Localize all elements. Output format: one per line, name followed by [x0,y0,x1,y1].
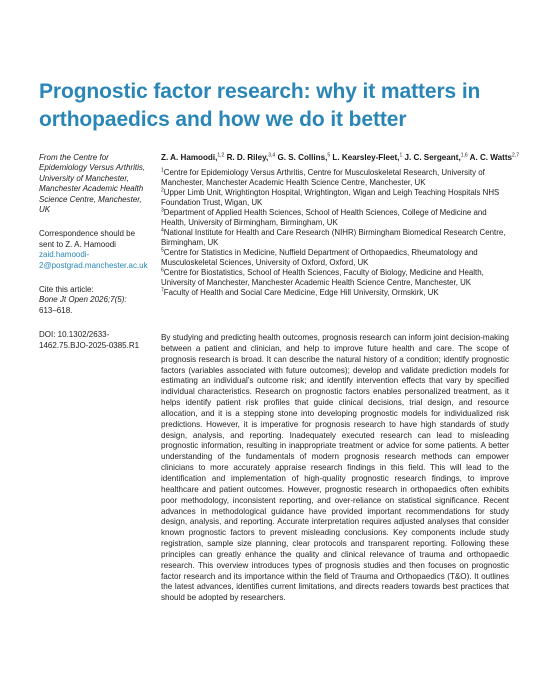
sidebar [39,153,151,365]
correspondence-email-link[interactable]: zaid.hamoodi-2@postgrad.manchester.ac.uk [39,250,148,270]
affiliation-note: From the Centre for Epidemiology Versus Arthritis, University of Manchester, Manchester Academic Health Science Centre, Manchester, UK [39,153,146,215]
author: R. D. Riley,$^{3,4}$ [226,152,276,162]
cite-label: Cite this article: [39,285,94,295]
citation [39,285,151,316]
cite-journal: Bone Jt Open 2026;7(5): [39,295,127,305]
affiliation-item: $^7$Faculty of Health and Social Care Medicine, Edge Hill University, Ormskirk, UK [161,286,439,297]
affiliation-item: $^1$Centre for Epidemiology Versus Arthritis, Centre for Musculoskeletal Research, University of Manchester, Manchester Academic Health Science Centre, Manchester, UK [161,166,485,187]
affiliation-item: $^4$National Institute for Health and Care Research (NIHR) Birmingham Biomedical Research Centre, Birmingham, UK [161,226,506,247]
author: G. S. Collins,$^5$ [277,152,331,162]
doi: DOI: 10.1302/2633-1462.75.BJO-2025-0385.R1 [39,330,140,350]
affiliation-item: $^3$Department of Applied Health Sciences, School of Health Sciences, College of Medicine and Health, University of Birmingham, Birmingham, UK [161,206,487,227]
author: Z. A. Hamoodi,$^{1,2}$ [161,152,225,162]
author: J. C. Sergeant,$^{1,6}$ [404,152,468,162]
cite-pages: 613–618. [39,305,73,315]
correspondence-text: Correspondence should be sent to Z. A. Hamoodi [39,229,136,249]
author: A. C. Watts$^{2,7}$ [469,152,519,162]
author: L. Kearsley-Fleet,$^1$ [332,152,403,162]
article-title: Prognostic factor research: why it matters in orthopaedics and how we do it better [39,80,481,131]
affiliation-list [161,168,507,298]
affiliation-item: $^6$Centre for Biostatistics, School of Health Sciences, Faculty of Biology, Medicine and Health, University of Manchester, Manchester Academic Health Science Centre, Manchester, UK [161,266,484,287]
author-list [161,152,519,164]
affiliation-item: $^2$Upper Limb Unit, Wrightington Hospital, Wrightington, Wigan and Leigh Teaching Hospitals NHS Foundation Trust, Wigan, UK [161,186,500,207]
correspondence [39,229,151,271]
author-section [161,152,519,298]
abstract-paragraph: By studying and predicting health outcomes, prognosis research can inform joint decision-making between a patient and clinician, and help to improve future health and care. The scope of prognosis research is broad. It can describe the natural history of a condition; identify prognostic factors (variables associated with future outcomes); develop and validate prediction models for estimating an individual’s outcome risk; and identify intervention effects that vary by specified individual characteristics. Research on prognostic factors enables personalized treatment, as it helps identify patient risk profiles that guide clinical decisions, trial design, and resource allocation, and it is a stepping stone into developing prognostic models for individualized risk predictions. However, it is imperative for prognosis research to have high standards of study design, analysis, and reporting. Inadequately executed research can lead to misleading prognostic information, resulting in inappropriate treatment or advice for some patients. A better understanding of the fundamentals of modern prognosis research methods can empower clinicians to more accurately appraise research findings in this field. This will lead to the identification and implementation of high-quality prognostic research findings, to improve healthcare and patient outcomes. However, prognostic research in orthopaedics often exhibits poor methodology, inconsistent reporting, and over-reliance on statistical significance. Recent advances in methodological guidance have provided important recommendations for study design, analysis, and reporting. Accurate interpretation requires adjusted analyses that consider known prognostic factors to prevent misleading conclusions. Key components include study registration, sample size planning, clear protocols and transparent reporting. Following these principles can greatly enhance the quality and clinical relevance of trauma and orthopaedic research. This overview introduces types of prognosis studies and then focuses on prognostic factor research and its importance within the field of Trauma and Orthopaedics (T&O). It outlines the latest advances, identifies current limitations, and directs readers towards best practices that should be adopted by researchers. [161,333,509,603]
affiliation-item: $^5$Centre for Statistics in Medicine, Nuffield Department of Orthopaedics, Rheumatology and Musculoskeletal Sciences, University of Oxford, Oxford, UK [161,246,478,267]
